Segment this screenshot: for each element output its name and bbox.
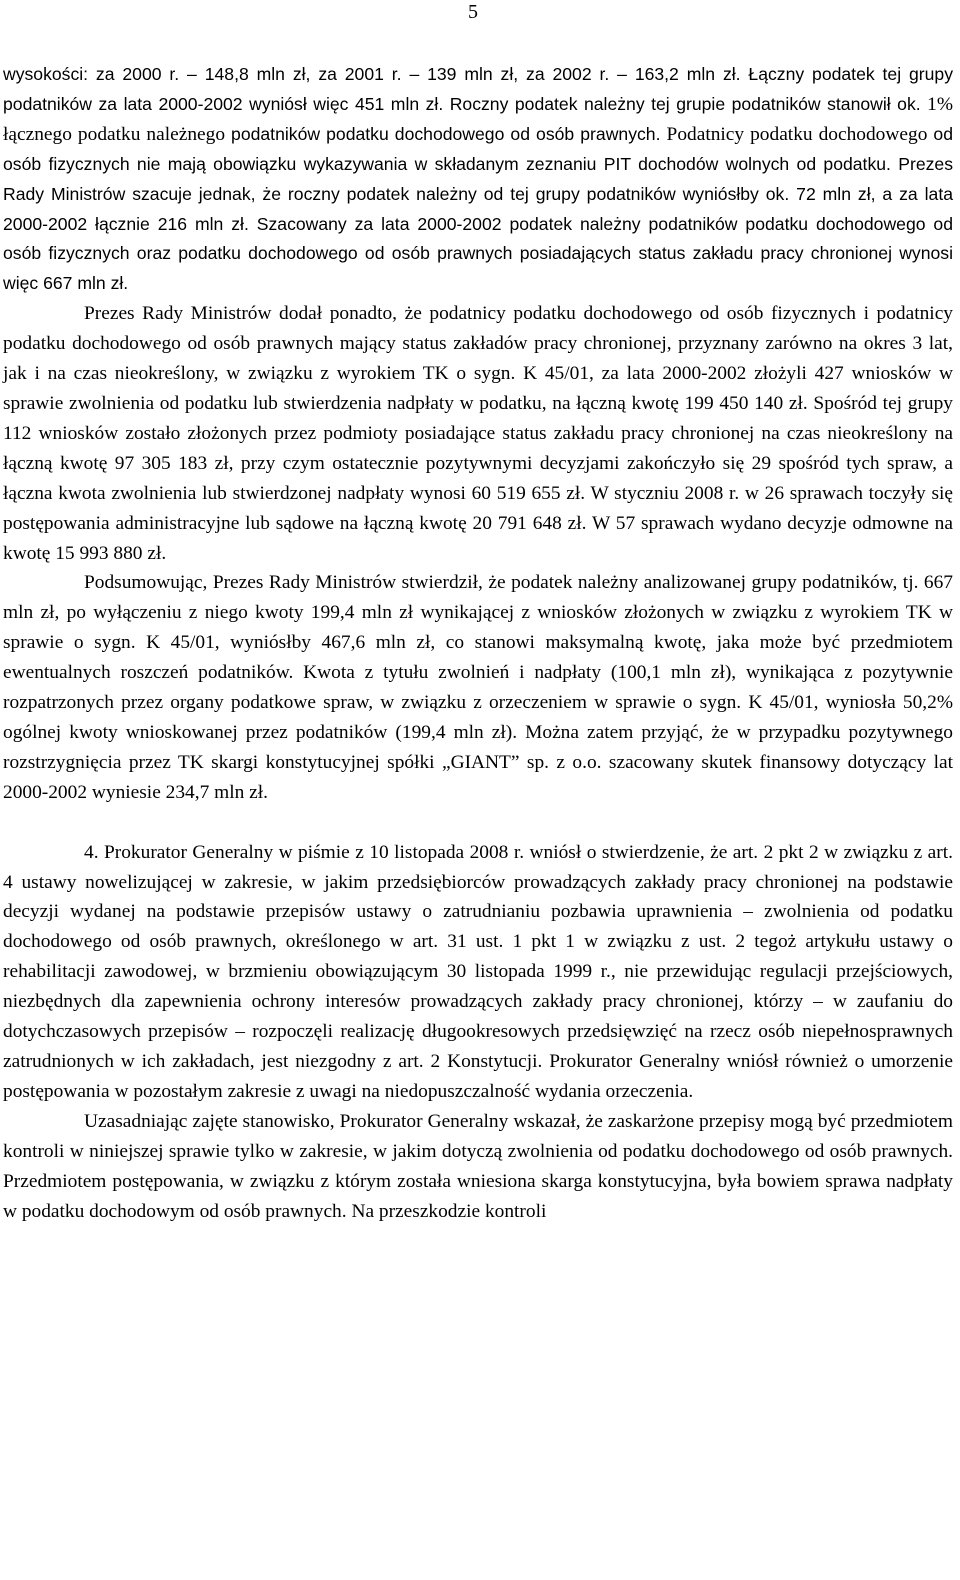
page-number: 5 bbox=[468, 1, 478, 23]
paragraph-tax-estimates bbox=[3, 60, 953, 299]
text-segment: podatników podatku dochodowego od osób prawnych. bbox=[231, 123, 667, 144]
text-segment: Podsumowując, Prezes Rady Ministrów stwierdził, że podatek należny analizowanej grupy podatników, tj. 667 mln zł, po wyłączeniu z niego kwoty 199,4 mln zł wynikającej z wniosków złożonych w związku z wyrokiem TK w sprawie o sygn. K 45/01, wyniósłby 467,6 mln zł, co stanowi maksymalną kwotę, jaka może być przedmiotem ewentualnych roszczeń podatników. Kwota z tytułu zwolnień i nadpłaty (100,1 mln zł), wynikająca z pozytywnie rozpatrzonych przez organy podatkowe spraw, w związku z orzeczeniem w sprawie o sygn. K 45/01, wyniosła 50,2% ogólnej kwoty wnioskowanej przez podatników (199,4 mln zł). Można zatem przyjąć, że w przypadku pozytywnego rozstrzygnięcia przez TK skargi konstytucyjnej spółki „GIANT” sp. z o.o. szacowany skutek finansowy dotyczący lat 2000-2002 wyniesie 234,7 mln zł. bbox=[3, 572, 953, 803]
text-segment: Podatnicy podatku dochodowego bbox=[666, 123, 934, 145]
paragraph-applications bbox=[3, 299, 953, 568]
text-segment: 1% łącznego podatku należnego bbox=[3, 93, 953, 145]
text-segment: wysokości: za 2000 r. – 148,8 mln zł, za 2001 r. – 139 mln zł, za 2002 r. – 163,2 mln zł. Łączny podatek tej grupy podatników za lata 2000-2002 wyniósł więc 451 mln zł. Roczny podatek należny tej grupie podatników stanowił ok. bbox=[3, 64, 953, 114]
paragraph-summary bbox=[3, 568, 953, 807]
paragraph-prosecutor-motion bbox=[3, 838, 953, 1107]
text-segment: 4. Prokurator Generalny w piśmie z 10 listopada 2008 r. wniósł o stwierdzenie, że art. 2 pkt 2 w związku z art. 4 ustawy nowelizującej w zakresie, w jakim przedsiębiorców prowadzących zakłady pracy chronionej na podstawie decyzji wydanej na podstawie przepisów ustawy o zatrudnianiu pozbawia uprawnienia – zwolnienia od podatku dochodowego od osób prawnych, określonego w art. 31 ust. 1 pkt 1 w związku z ust. 2 tegoż artykułu ustawy o rehabilitacji zawodowej, w brzmieniu obowiązującym 30 listopada 1999 r., nie przewidując regulacji przejściowych, niezbędnych dla zapewnienia ochrony interesów prowadzących zakłady pracy chronionej, którzy – w zaufaniu do dotychczasowych przepisów – rozpoczęli realizację długookresowych przedsięwzięć na rzecz osób niepełnosprawnych zatrudnionych w ich zakładach, jest niezgodny z art. 2 Konstytucji. Prokurator Generalny wniósł również o umorzenie postępowania w pozostałym zakresie z uwagi na niedopuszczalność wydania orzeczenia. bbox=[3, 841, 953, 1102]
text-segment: Prezes Rady Ministrów dodał ponadto, że podatnicy podatku dochodowego od osób fizycznych i podatnicy podatku dochodowego od osób prawnych mający status zakładów pracy chronionej, przyznany zarówno na okres 3 lat, jak i na czas nieokreślony, w związku z wyrokiem TK o sygn. K 45/01, za lata 2000-2002 złożyli 427 wniosków w sprawie zwolnienia od podatku lub stwierdzenia nadpłaty w podatku, na łączną kwotę 199 450 140 zł. Spośród tej grupy 112 wniosków zostało złożonych przez podmioty posiadające status zakładu pracy chronionej na czas nieokreślony na łączną kwotę 97 305 183 zł, przy czym ostatecznie pozytywnymi decyzjami zakończyło się 29 spośród tych spraw, a łączna kwota zwolnienia lub stwierdzonej nadpłaty wynosi 60 519 655 zł. W styczniu 2008 r. w 26 sprawach toczyły się postępowania administracyjne lub sądowe na łączną kwotę 20 791 648 zł. W 57 sprawach wydano decyzje odmowne na kwotę 15 993 880 zł. bbox=[3, 303, 953, 564]
text-segment: Uzasadniając zajęte stanowisko, Prokurator Generalny wskazał, że zaskarżone przepisy mogą być przedmiotem kontroli w niniejszej sprawie tylko w zakresie, w jakim dotyczą zwolnienia od podatku dochodowego od osób prawnych. Przedmiotem postępowania, w związku z którym została wniesiona skarga konstytucyjna, była bowiem sprawa nadpłaty w podatku dochodowym od osób prawnych. Na przeszkodzie kontroli bbox=[3, 1110, 953, 1222]
text-segment: od osób fizycznych nie mają obowiązku wykazywania w składanym zeznaniu PIT dochodów wolnych od podatku. Prezes Rady Ministrów szacuje jednak, że roczny podatek należny od tej grupy podatników wyniósłby ok. 72 mln zł, a za lata 2000-2002 łącznie 216 mln zł. Szacowany za lata 2000-2002 podatek należny podatników podatku dochodowego od osób fizycznych oraz podatku dochodowego od osób prawnych posiadających status zakładu pracy chronionej wynosi więc 667 mln zł. bbox=[3, 123, 953, 294]
document-body bbox=[3, 60, 953, 1226]
paragraph-prosecutor-justification bbox=[3, 1107, 953, 1227]
